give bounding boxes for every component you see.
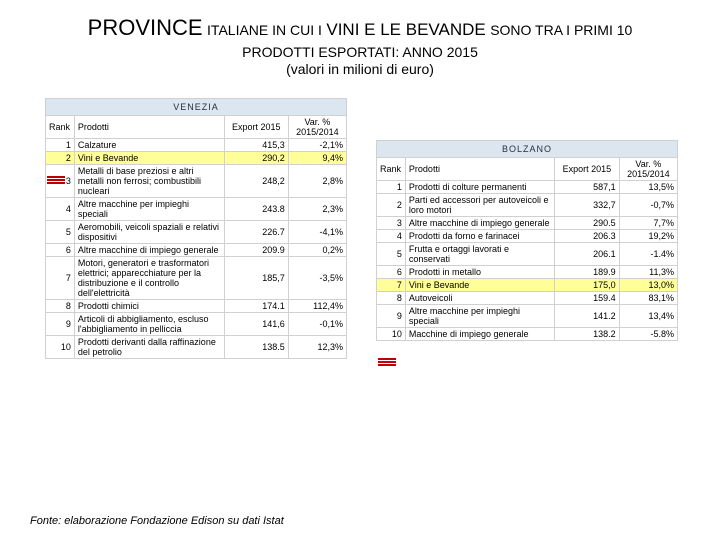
venezia-cell-rank: 4: [46, 198, 75, 221]
venezia-cell-var: -0,1%: [288, 313, 346, 336]
venezia-table: [45, 98, 347, 359]
venezia-cell-product: Articoli di abbigliamento, escluso l'abbigliamento in pelliccia: [74, 313, 224, 336]
title-line2: PRODOTTI ESPORTATI: ANNO 2015: [242, 43, 478, 60]
venezia-cell-product: Calzature: [74, 139, 224, 152]
venezia-cell-rank: 10: [46, 336, 75, 359]
venezia-cell-rank: 3: [46, 165, 75, 198]
venezia-region-header: VENEZIA: [46, 99, 347, 116]
venezia-cell-rank: 2: [46, 152, 75, 165]
venezia-table-panel: [45, 98, 347, 359]
venezia-cell-product: Aeromobili, veicoli spaziali e relativi dispositivi: [74, 221, 224, 244]
bolzano-cell-var: 13,0%: [619, 279, 677, 292]
bolzano-cell-export: 141.2: [555, 305, 619, 328]
bolzano-col-product: Prodotti: [405, 158, 554, 181]
bolzano-col-export: Export 2015: [555, 158, 619, 181]
bolzano-cell-export: 138.2: [555, 328, 619, 341]
venezia-cell-var: 112,4%: [288, 300, 346, 313]
bolzano-cell-rank: 8: [377, 292, 406, 305]
venezia-cell-product: Motori, generatori e trasformatori elettrici; apparecchiature per la distribuzione e il controllo dell'elettricità: [74, 257, 224, 300]
bolzano-cell-product: Prodotti di colture permanenti: [405, 181, 554, 194]
bolzano-cell-rank: 3: [377, 217, 406, 230]
venezia-table-row: [46, 221, 347, 244]
venezia-cell-var: 2,8%: [288, 165, 346, 198]
venezia-col-export: Export 2015: [224, 116, 288, 139]
bolzano-cell-export: 587,1: [555, 181, 619, 194]
title-part3: VINI E LE BEVANDE: [326, 20, 486, 39]
bolzano-cell-var: 13,5%: [619, 181, 677, 194]
bolzano-cell-export: 206.3: [555, 230, 619, 243]
venezia-cell-rank: 9: [46, 313, 75, 336]
bolzano-table-body: [377, 181, 678, 341]
venezia-table-row: [46, 300, 347, 313]
venezia-cell-rank: 5: [46, 221, 75, 244]
bolzano-cell-rank: 6: [377, 266, 406, 279]
title-part2: ITALIANE IN CUI I: [207, 22, 322, 38]
bolzano-cell-product: Prodotti da forno e farinacei: [405, 230, 554, 243]
bolzano-cell-rank: 7: [377, 279, 406, 292]
venezia-table-row: [46, 165, 347, 198]
venezia-cell-export: 209.9: [224, 244, 288, 257]
venezia-cell-export: 141,6: [224, 313, 288, 336]
bolzano-highlight-marker-icon: [378, 358, 396, 366]
venezia-cell-var: 9,4%: [288, 152, 346, 165]
venezia-cell-product: Vini e Bevande: [74, 152, 224, 165]
bolzano-table-row: [377, 266, 678, 279]
bolzano-cell-product: Autoveicoli: [405, 292, 554, 305]
venezia-cell-product: Metalli di base preziosi e altri metalli non ferrosi; combustibili nucleari: [74, 165, 224, 198]
bolzano-table-row: [377, 292, 678, 305]
bolzano-col-rank: Rank: [377, 158, 406, 181]
bolzano-table: [376, 140, 678, 341]
bolzano-cell-var: 13,4%: [619, 305, 677, 328]
bolzano-cell-rank: 4: [377, 230, 406, 243]
bolzano-cell-var: 7,7%: [619, 217, 677, 230]
venezia-table-row: [46, 313, 347, 336]
bolzano-table-row: [377, 230, 678, 243]
title-part1: PROVINCE: [87, 15, 203, 40]
venezia-cell-product: Altre macchine di impiego generale: [74, 244, 224, 257]
venezia-table-row: [46, 244, 347, 257]
venezia-cell-rank: 8: [46, 300, 75, 313]
bolzano-table-row: [377, 181, 678, 194]
venezia-cell-var: -2,1%: [288, 139, 346, 152]
bolzano-region-header: BOLZANO: [377, 141, 678, 158]
bolzano-cell-var: -0,7%: [619, 194, 677, 217]
bolzano-cell-product: Vini e Bevande: [405, 279, 554, 292]
bolzano-table-row: [377, 305, 678, 328]
bolzano-cell-export: 175,0: [555, 279, 619, 292]
bolzano-table-panel: [376, 140, 678, 341]
bolzano-cell-var: 11,3%: [619, 266, 677, 279]
bolzano-table-row: [377, 217, 678, 230]
bolzano-table-row: [377, 194, 678, 217]
bolzano-cell-rank: 9: [377, 305, 406, 328]
bolzano-cell-product: Parti ed accessori per autoveicoli e loro motori: [405, 194, 554, 217]
bolzano-cell-rank: 1: [377, 181, 406, 194]
venezia-cell-export: 138.5: [224, 336, 288, 359]
venezia-cell-export: 185,7: [224, 257, 288, 300]
bolzano-cell-product: Altre macchine per impieghi speciali: [405, 305, 554, 328]
venezia-cell-export: 243.8: [224, 198, 288, 221]
venezia-cell-var: -3,5%: [288, 257, 346, 300]
page-title: [0, 14, 720, 79]
venezia-cell-rank: 1: [46, 139, 75, 152]
bolzano-cell-product: Prodotti in metallo: [405, 266, 554, 279]
venezia-cell-var: 12,3%: [288, 336, 346, 359]
venezia-cell-export: 415,3: [224, 139, 288, 152]
bolzano-cell-product: Altre macchine di impiego generale: [405, 217, 554, 230]
venezia-table-row: [46, 152, 347, 165]
venezia-col-product: Prodotti: [74, 116, 224, 139]
venezia-cell-export: 290,2: [224, 152, 288, 165]
bolzano-cell-rank: 10: [377, 328, 406, 341]
bolzano-table-row: [377, 279, 678, 292]
bolzano-cell-product: Macchine di impiego generale: [405, 328, 554, 341]
bolzano-cell-var: -1.4%: [619, 243, 677, 266]
venezia-table-body: [46, 139, 347, 359]
venezia-cell-var: -4,1%: [288, 221, 346, 244]
bolzano-cell-export: 206.1: [555, 243, 619, 266]
venezia-cell-export: 226.7: [224, 221, 288, 244]
venezia-cell-var: 0,2%: [288, 244, 346, 257]
bolzano-cell-product: Frutta e ortaggi lavorati e conservati: [405, 243, 554, 266]
title-line3: (valori in milioni di euro): [286, 61, 434, 77]
bolzano-cell-export: 189.9: [555, 266, 619, 279]
venezia-cell-rank: 7: [46, 257, 75, 300]
bolzano-cell-var: 83,1%: [619, 292, 677, 305]
bolzano-table-row: [377, 243, 678, 266]
venezia-cell-product: Altre macchine per impieghi speciali: [74, 198, 224, 221]
bolzano-col-var: Var. % 2015/2014: [619, 158, 677, 181]
bolzano-cell-export: 159.4: [555, 292, 619, 305]
bolzano-table-row: [377, 328, 678, 341]
bolzano-cell-rank: 2: [377, 194, 406, 217]
bolzano-cell-export: 332,7: [555, 194, 619, 217]
bolzano-cell-rank: 5: [377, 243, 406, 266]
bolzano-cell-export: 290.5: [555, 217, 619, 230]
venezia-table-row: [46, 139, 347, 152]
venezia-table-row: [46, 336, 347, 359]
bolzano-cell-var: 19,2%: [619, 230, 677, 243]
bolzano-cell-var: -5.8%: [619, 328, 677, 341]
venezia-table-row: [46, 257, 347, 300]
title-part4: SONO TRA I PRIMI 10: [490, 22, 633, 38]
venezia-highlight-marker-icon: [47, 176, 65, 184]
venezia-cell-product: Prodotti derivanti dalla raffinazione del petrolio: [74, 336, 224, 359]
venezia-col-var: Var. % 2015/2014: [288, 116, 346, 139]
venezia-cell-product: Prodotti chimici: [74, 300, 224, 313]
source-note: Fonte: elaborazione Fondazione Edison su dati Istat: [30, 515, 284, 527]
venezia-table-row: [46, 198, 347, 221]
venezia-cell-rank: 6: [46, 244, 75, 257]
venezia-col-rank: Rank: [46, 116, 75, 139]
venezia-cell-var: 2,3%: [288, 198, 346, 221]
venezia-cell-export: 174.1: [224, 300, 288, 313]
venezia-cell-export: 248,2: [224, 165, 288, 198]
